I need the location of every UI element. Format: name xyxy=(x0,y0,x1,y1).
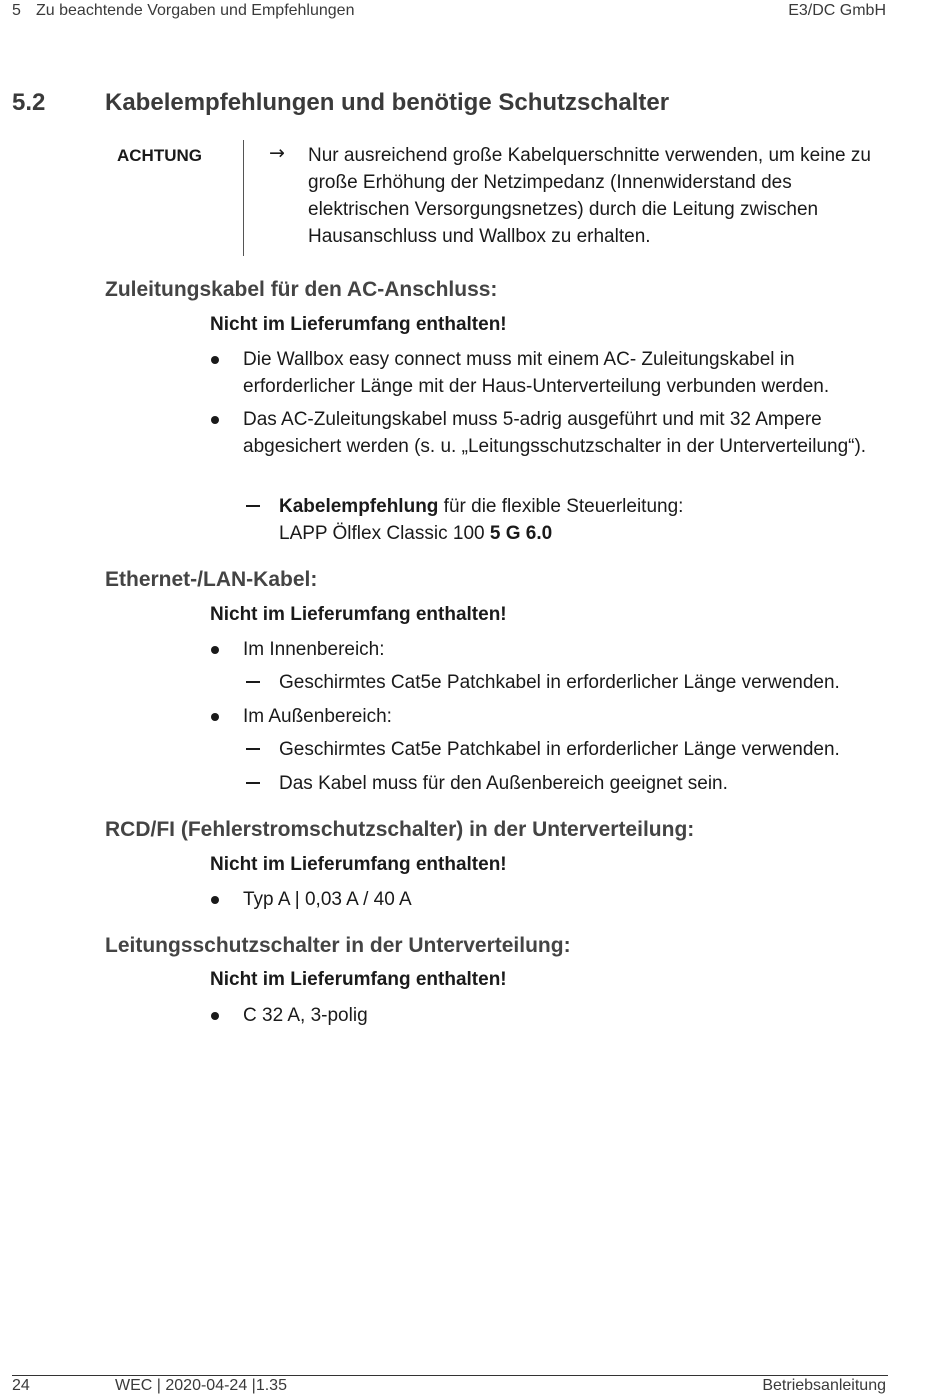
list-item-text: Typ A | 0,03 A / 40 A xyxy=(243,889,412,910)
chapter-number: 5 xyxy=(12,2,21,19)
list-item xyxy=(210,886,870,913)
sub-list-item xyxy=(246,669,886,696)
section-title-text: Kabelempfehlungen und benötige Schutzschalter xyxy=(105,89,670,116)
dash-icon xyxy=(246,782,260,784)
sub-list-item xyxy=(246,736,886,763)
list-item xyxy=(210,636,870,663)
list-item xyxy=(210,1002,870,1029)
footer-rule xyxy=(12,1375,888,1376)
sub-list-item-text: Das Kabel muss für den Außenbereich geeignet sein. xyxy=(279,773,728,794)
document-info: WEC | 2020-04-24 |1.35 xyxy=(115,1377,287,1394)
list-item-text: Im Außenbereich: xyxy=(243,706,392,727)
page-number: 24 xyxy=(12,1377,30,1394)
list-item-text: Das AC-Zuleitungskabel muss 5-adrig ausgeführt und mit 32 Ampere abgesichert werden (s. u. „Leitungsschutzschalter in der Unterverteilung“). xyxy=(243,409,867,457)
dash-icon xyxy=(246,505,260,507)
not-included-note: Nicht im Lieferumfang enthalten! xyxy=(210,854,507,875)
list-item xyxy=(210,346,870,400)
section-number: 5.2 xyxy=(12,89,46,116)
caution-label: ACHTUNG xyxy=(117,146,202,165)
not-included-note: Nicht im Lieferumfang enthalten! xyxy=(210,604,507,625)
section-title xyxy=(12,89,669,117)
list-item-text: Im Innenbereich: xyxy=(243,639,385,660)
not-included-note: Nicht im Lieferumfang enthalten! xyxy=(210,314,507,335)
notice-divider xyxy=(243,140,244,256)
caution-notice xyxy=(117,140,887,256)
sub-list-item xyxy=(246,493,886,547)
list-item-text: C 32 A, 3-polig xyxy=(243,1005,368,1026)
cable-model: LAPP Ölflex Classic 100 xyxy=(279,523,490,544)
heading-leitungsschutzschalter: Leitungsschutzschalter in der Unterverteilung: xyxy=(105,934,571,957)
sub-list-item xyxy=(246,770,886,797)
sub-list-item-text: Geschirmtes Cat5e Patchkabel in erforderlicher Länge verwenden. xyxy=(279,739,840,760)
list-item-text: Die Wallbox easy connect muss mit einem AC- Zuleitungskabel in erforderlicher Länge mit der Haus-Unterverteilung verbunden werden. xyxy=(243,349,830,397)
cable-spec: 5 G 6.0 xyxy=(489,523,553,544)
cable-recommendation xyxy=(279,493,886,547)
heading-rcd: RCD/FI (Fehlerstromschutzschalter) in der Unterverteilung: xyxy=(105,818,695,841)
chapter-title: Zu beachtende Vorgaben und Empfehlungen xyxy=(36,2,355,19)
dash-icon xyxy=(246,748,260,750)
sub-list-item-text: Geschirmtes Cat5e Patchkabel in erforderlicher Länge verwenden. xyxy=(279,672,840,693)
running-header-company: E3/DC GmbH xyxy=(788,2,886,19)
cable-recommendation-label: Kabelempfehlung xyxy=(279,496,439,517)
cable-recommendation-text: für die flexible Steuerleitung: xyxy=(438,496,684,517)
heading-ethernet: Ethernet-/LAN-Kabel: xyxy=(105,568,318,591)
document-type: Betriebsanleitung xyxy=(762,1377,886,1394)
dash-icon xyxy=(246,681,260,683)
list-item xyxy=(210,703,870,730)
running-header-chapter xyxy=(12,2,354,20)
caution-text: Nur ausreichend große Kabelquerschnitte verwenden, um keine zu große Erhöhung der Netzimpedanz (Innenwiderstand des elektrischen Versorgungsnetzes) durch die Leitung zwischen Hausanschluss und Wallbox zu erhalten. xyxy=(308,145,871,247)
not-included-note: Nicht im Lieferumfang enthalten! xyxy=(210,969,507,990)
list-item xyxy=(210,406,870,460)
heading-zuleitungskabel: Zuleitungskabel für den AC-Anschluss: xyxy=(105,278,498,301)
arrow-right-icon: → xyxy=(269,142,285,164)
